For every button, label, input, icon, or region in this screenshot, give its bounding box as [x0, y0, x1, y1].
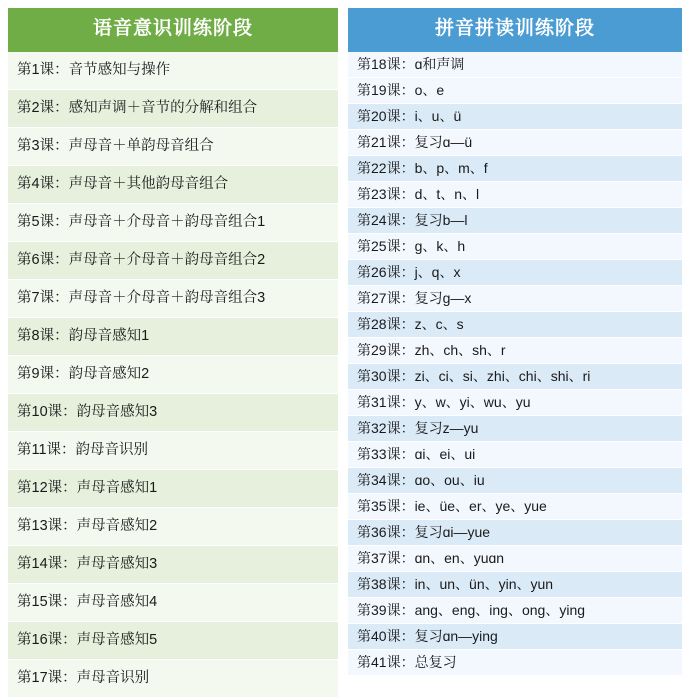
list-item[interactable] — [348, 234, 682, 260]
lesson-label: 第5课：声母音＋介母音＋韵母音组合1 — [17, 214, 266, 231]
list-item[interactable] — [348, 104, 682, 130]
lesson-label: 第20课：i、u、ü — [357, 108, 462, 125]
lesson-label: 第40课：复习ɑn—ying — [357, 628, 498, 645]
lesson-label: 第37课：ɑn、en、yuɑn — [357, 550, 505, 567]
list-item[interactable] — [8, 90, 338, 128]
lesson-label: 第14课：声母音感知3 — [17, 556, 158, 573]
list-item[interactable] — [348, 598, 682, 624]
list-item[interactable] — [8, 204, 338, 242]
list-item[interactable] — [8, 660, 338, 698]
list-item[interactable] — [8, 280, 338, 318]
list-item[interactable] — [8, 470, 338, 508]
lesson-label: 第2课：感知声调＋音节的分解和组合 — [17, 100, 258, 117]
list-item[interactable] — [8, 394, 338, 432]
lesson-label: 第23课：d、t、n、l — [357, 186, 480, 203]
lesson-label: 第19课：o、e — [357, 82, 445, 99]
lesson-label: 第35课：ie、üe、er、ye、yue — [357, 498, 547, 515]
lesson-label: 第21课：复习ɑ—ü — [357, 134, 473, 151]
lesson-label: 第38课：in、un、ün、yin、yun — [357, 576, 554, 593]
lesson-label: 第34课：ɑo、ou、iu — [357, 472, 485, 489]
list-item[interactable] — [8, 242, 338, 280]
list-item[interactable] — [348, 442, 682, 468]
lesson-label: 第10课：韵母音感知3 — [17, 404, 158, 421]
list-item[interactable] — [348, 520, 682, 546]
lesson-label: 第22课：b、p、m、f — [357, 160, 488, 177]
lesson-label: 第33课：ɑi、ei、ui — [357, 446, 476, 463]
column-phonemic-awareness — [8, 8, 338, 694]
list-item[interactable] — [348, 156, 682, 182]
list-item[interactable] — [348, 312, 682, 338]
lesson-label: 第12课：声母音感知1 — [17, 480, 158, 497]
lesson-label: 第29课：zh、ch、sh、r — [357, 342, 506, 359]
list-item[interactable] — [8, 432, 338, 470]
list-item[interactable] — [348, 390, 682, 416]
column-header-phonemic-awareness: 语音意识训练阶段 — [8, 8, 338, 52]
list-item[interactable] — [348, 624, 682, 650]
list-item[interactable] — [348, 546, 682, 572]
list-item[interactable] — [348, 338, 682, 364]
lesson-label: 第24课：复习b—l — [357, 212, 468, 229]
lesson-label: 第6课：声母音＋介母音＋韵母音组合2 — [17, 252, 266, 269]
lesson-label: 第39课：ang、eng、ing、ong、ying — [357, 602, 586, 619]
lesson-label: 第3课：声母音＋单韵母音组合 — [17, 138, 214, 155]
lesson-label: 第25课：g、k、h — [357, 238, 466, 255]
lesson-label: 第8课：韵母音感知1 — [17, 328, 150, 345]
list-item[interactable] — [348, 52, 682, 78]
lesson-label: 第17课：声母音识别 — [17, 670, 150, 687]
lesson-label: 第16课：声母音感知5 — [17, 632, 158, 649]
lesson-label: 第26课：j、q、x — [357, 264, 461, 281]
lesson-label: 第1课：音节感知与操作 — [17, 62, 171, 79]
lesson-label: 第18课：ɑ和声调 — [357, 56, 465, 73]
list-item[interactable] — [8, 52, 338, 90]
list-item[interactable] — [8, 356, 338, 394]
list-item[interactable] — [8, 318, 338, 356]
lesson-label: 第41课：总复习 — [357, 654, 457, 671]
list-item[interactable] — [348, 494, 682, 520]
lesson-label: 第31课：y、w、yi、wu、yu — [357, 394, 531, 411]
column-rows-phonemic-awareness — [8, 52, 338, 698]
lesson-label: 第7课：声母音＋介母音＋韵母音组合3 — [17, 290, 266, 307]
list-item[interactable] — [348, 208, 682, 234]
list-item[interactable] — [348, 416, 682, 442]
lesson-label: 第15课：声母音感知4 — [17, 594, 158, 611]
list-item[interactable] — [8, 128, 338, 166]
lesson-label: 第11课：韵母音识别 — [17, 442, 149, 459]
lesson-label: 第4课：声母音＋其他韵母音组合 — [17, 176, 229, 193]
lesson-label: 第27课：复习g—x — [357, 290, 472, 307]
column-pinyin-reading — [348, 8, 682, 694]
list-item[interactable] — [8, 166, 338, 204]
lesson-label: 第28课：z、c、s — [357, 316, 464, 333]
lesson-label: 第32课：复习z—yu — [357, 420, 479, 437]
list-item[interactable] — [348, 286, 682, 312]
column-header-pinyin-reading: 拼音拼读训练阶段 — [348, 8, 682, 52]
list-item[interactable] — [8, 546, 338, 584]
column-rows-pinyin-reading — [348, 52, 682, 694]
lesson-label: 第30课：zi、ci、si、zhi、chi、shi、ri — [357, 368, 591, 385]
list-item[interactable] — [8, 584, 338, 622]
list-item[interactable] — [348, 650, 682, 676]
lesson-label: 第13课：声母音感知2 — [17, 518, 158, 535]
lesson-label: 第36课：复习ɑi—yue — [357, 524, 491, 541]
list-item[interactable] — [348, 468, 682, 494]
list-item[interactable] — [348, 130, 682, 156]
list-item[interactable] — [348, 364, 682, 390]
list-item[interactable] — [348, 78, 682, 104]
list-item[interactable] — [348, 572, 682, 598]
list-item[interactable] — [348, 260, 682, 286]
list-item[interactable] — [348, 182, 682, 208]
lesson-label: 第9课：韵母音感知2 — [17, 366, 150, 383]
list-item[interactable] — [8, 622, 338, 660]
list-item[interactable] — [8, 508, 338, 546]
